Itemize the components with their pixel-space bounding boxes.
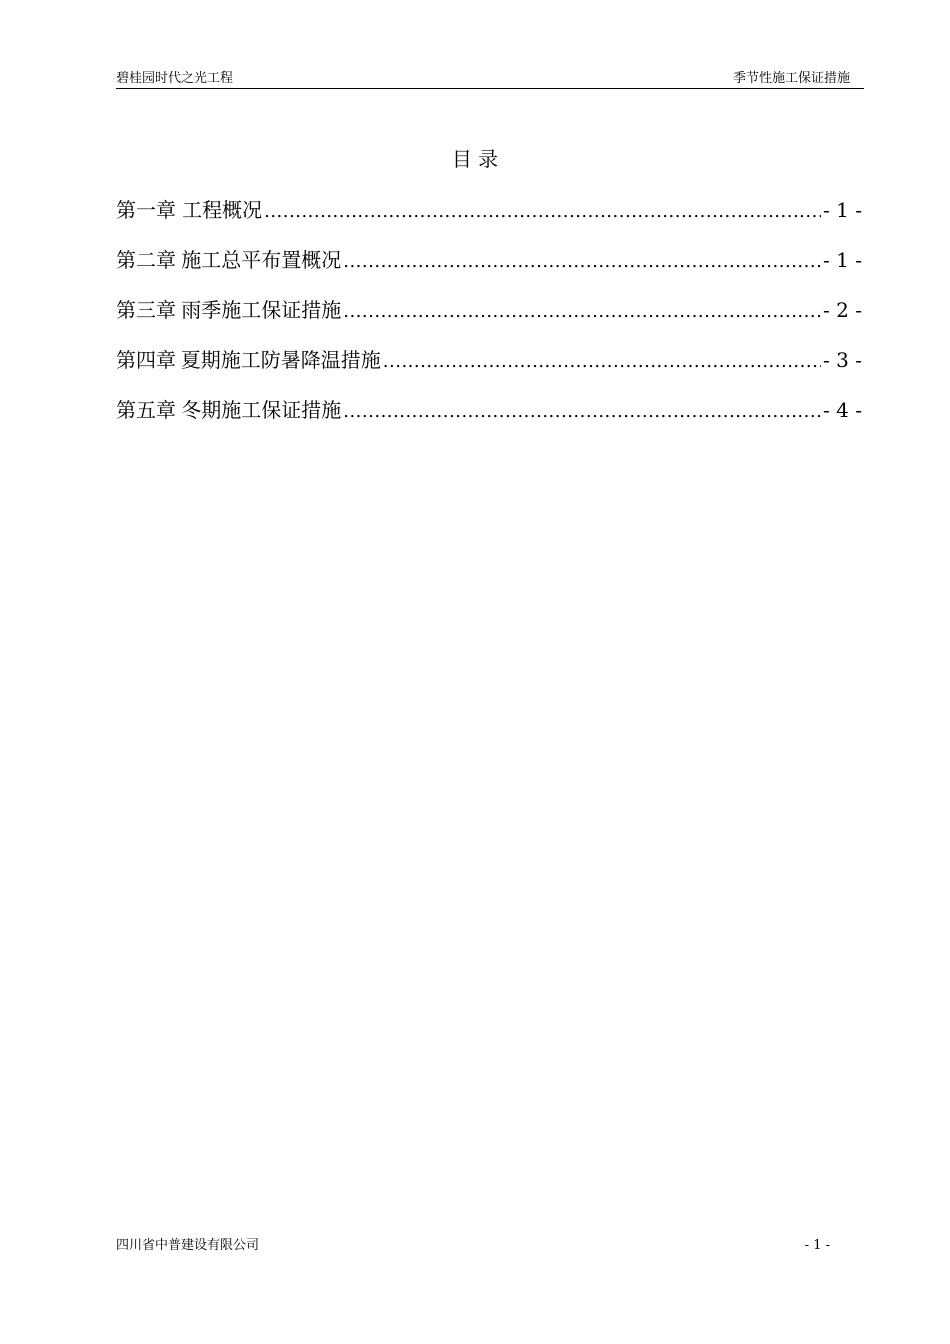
toc-page-number: - 4 - xyxy=(823,398,862,422)
page-header xyxy=(116,70,864,89)
toc-chapter-title: 冬期施工保证措施 xyxy=(181,398,342,422)
toc-chapter-number: 第二章 xyxy=(116,248,176,272)
toc-chapter-title: 雨季施工保证措施 xyxy=(181,298,342,322)
toc-chapter-number: 第三章 xyxy=(116,298,176,322)
toc-chapter-number: 第四章 xyxy=(116,348,176,372)
toc-leader-dots xyxy=(343,298,821,326)
toc-leader-dots xyxy=(343,248,821,276)
toc-entry[interactable] xyxy=(116,396,862,446)
footer-company-name: 四川省中普建设有限公司 xyxy=(116,1238,260,1253)
toc-leader-dots xyxy=(383,348,821,376)
toc-leader-dots xyxy=(343,398,821,426)
header-document-title: 季节性施工保证措施 xyxy=(732,71,850,86)
toc-entry[interactable] xyxy=(116,196,862,246)
toc-page-number: - 1 - xyxy=(823,248,862,272)
toc-chapter-title: 施工总平布置概况 xyxy=(181,248,342,272)
toc-chapter-number: 第五章 xyxy=(116,398,176,422)
toc-entry[interactable] xyxy=(116,346,862,396)
toc-chapter-title: 夏期施工防暑降温措施 xyxy=(180,348,381,372)
toc-page-number: - 2 - xyxy=(823,298,862,322)
toc-page-number: - 3 - xyxy=(823,348,862,372)
toc-entry[interactable] xyxy=(116,296,862,346)
toc-leader-dots xyxy=(264,198,821,226)
toc-page-number: - 1 - xyxy=(823,198,862,222)
table-of-contents xyxy=(116,196,862,446)
toc-chapter-title: 工程概况 xyxy=(182,198,263,222)
toc-title: 目 录 xyxy=(451,147,499,171)
toc-entry[interactable] xyxy=(116,246,862,296)
footer-page-number: - 1 - xyxy=(804,1238,830,1253)
toc-chapter-number: 第一章 xyxy=(116,198,176,222)
header-project-name: 碧桂园时代之光工程 xyxy=(116,71,234,86)
